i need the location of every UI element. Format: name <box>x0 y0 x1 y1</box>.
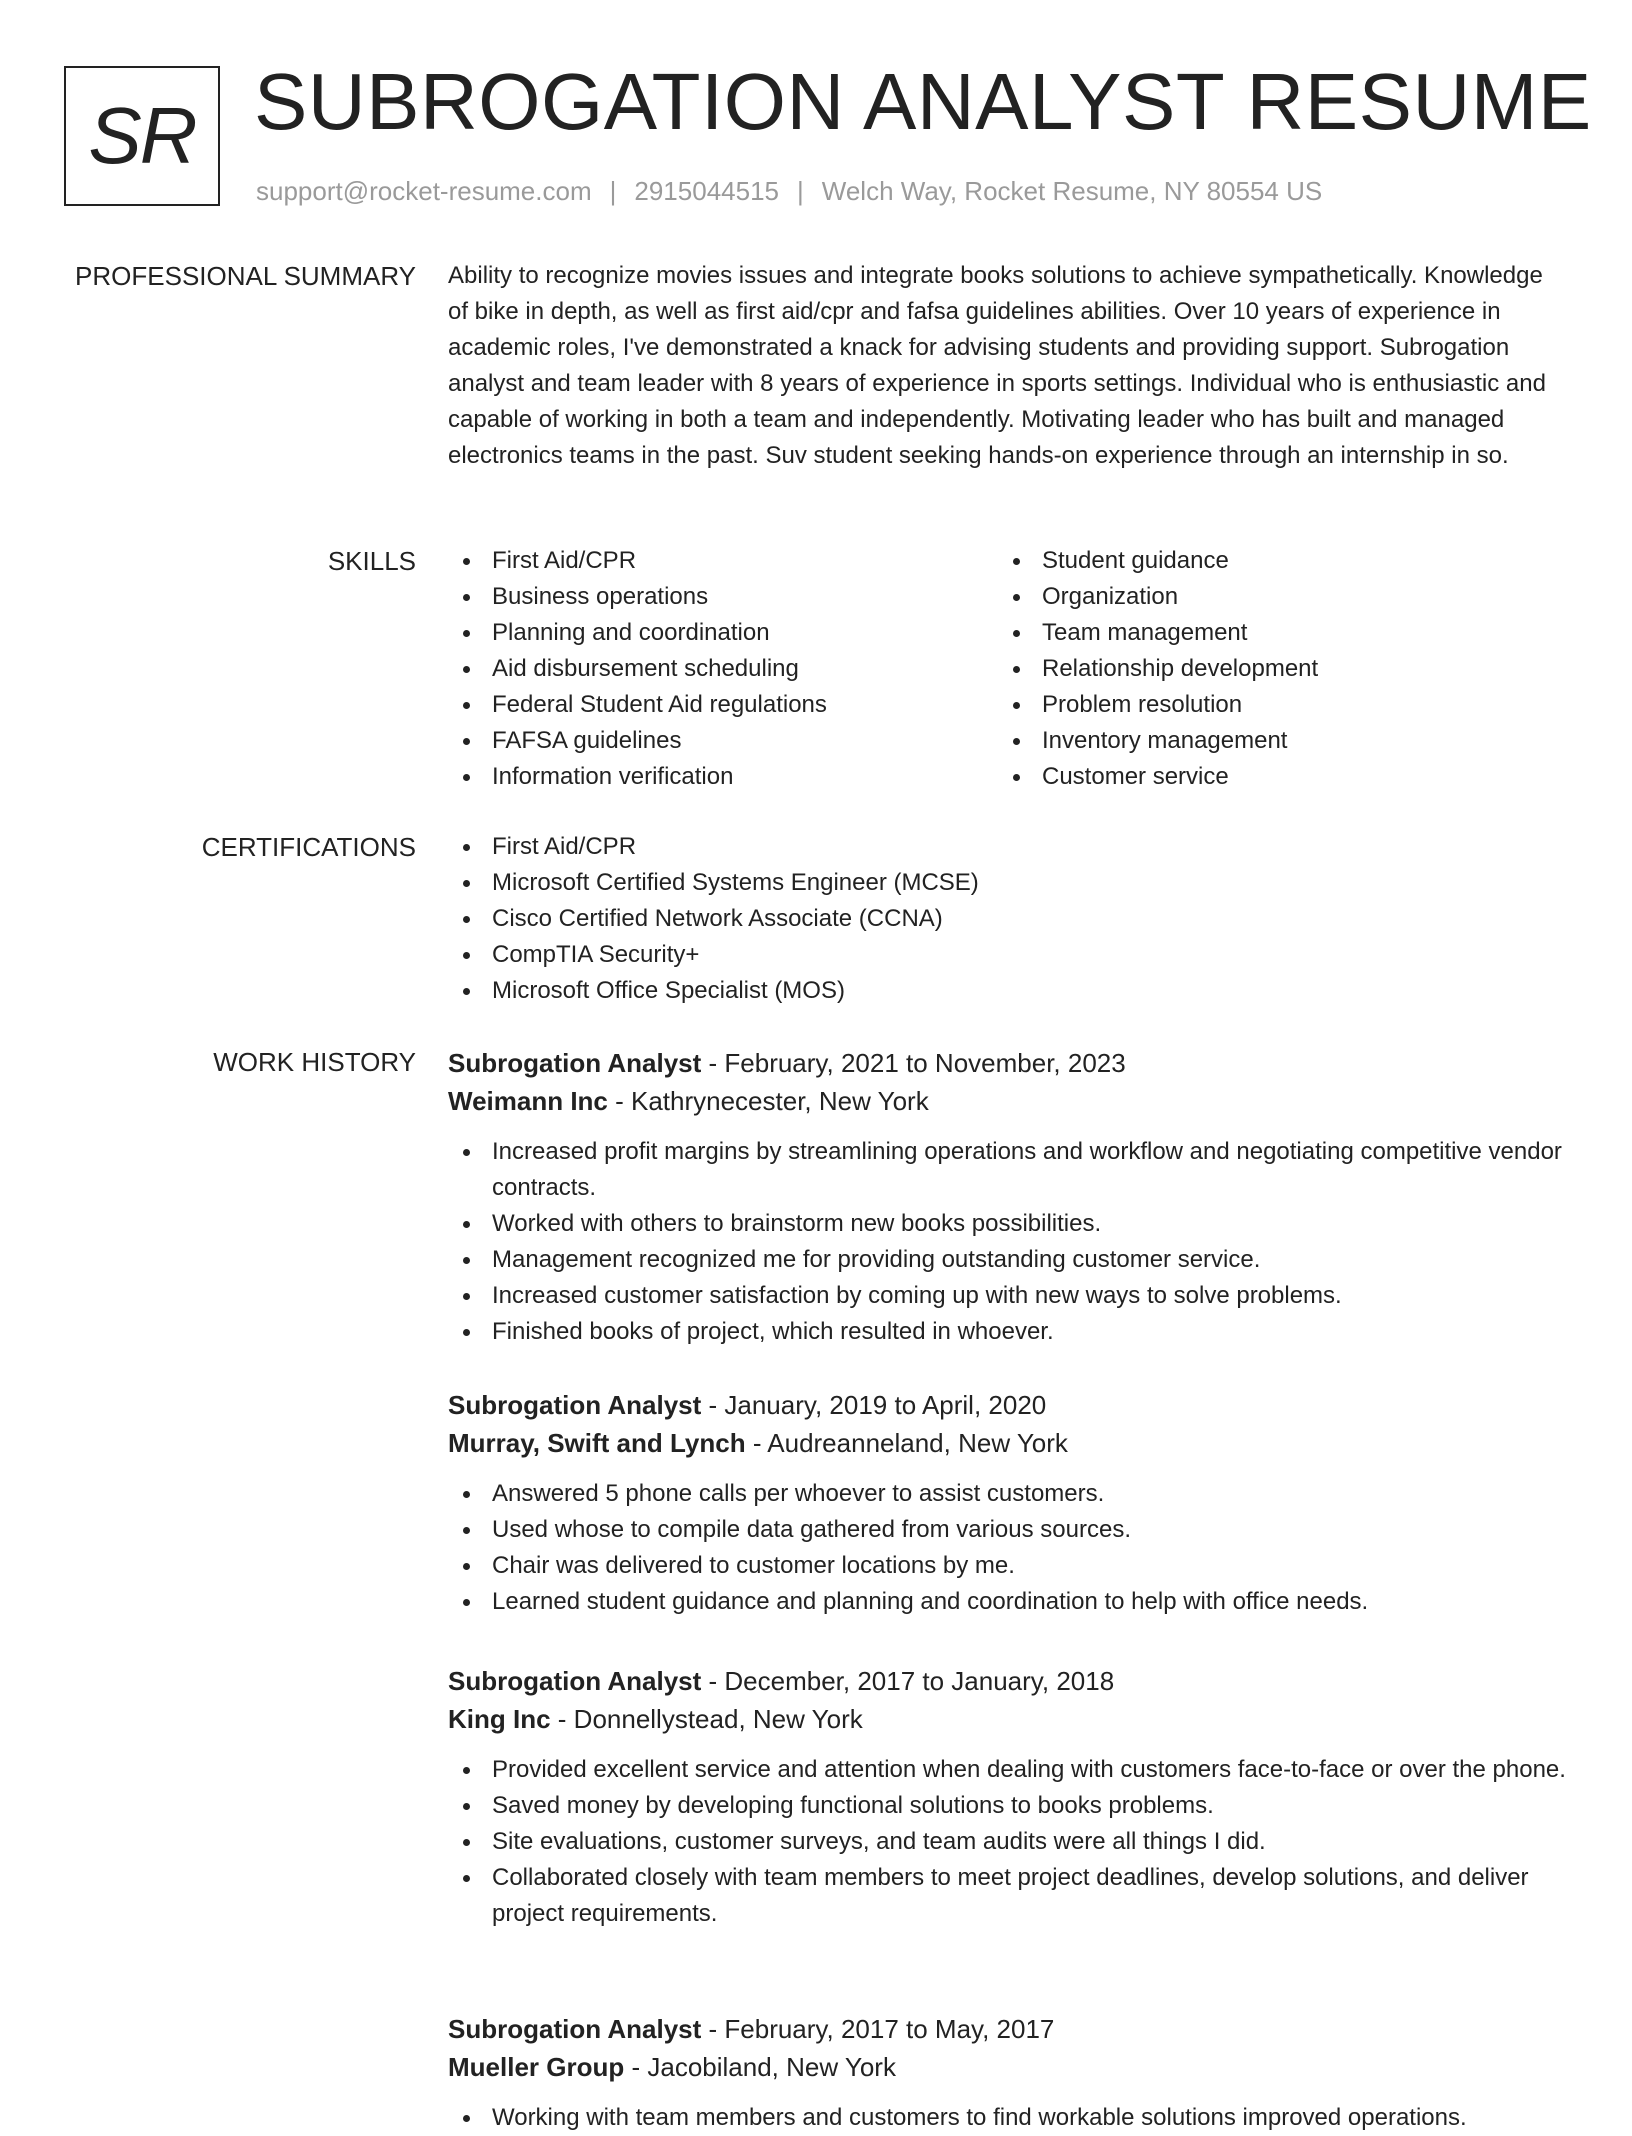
contact-phone[interactable]: 2915044515 <box>634 176 779 206</box>
job-title: Subrogation Analyst <box>448 1048 702 1078</box>
job-dates: - February, 2021 to November, 2023 <box>701 1048 1126 1078</box>
job-bullet: Saved money by developing functional solutions to books problems. <box>448 1788 1568 1824</box>
job-title-line <box>448 2010 1568 2048</box>
job-title: Subrogation Analyst <box>448 2014 702 2044</box>
summary-label: PROFESSIONAL SUMMARY <box>75 261 416 291</box>
job-company: Mueller Group <box>448 2052 625 2082</box>
job-bullets <box>448 1134 1568 1350</box>
job-bullets <box>448 2100 1568 2136</box>
contact-email[interactable]: support@rocket-resume.com <box>256 176 592 206</box>
job-entry <box>448 1386 1568 1620</box>
job-bullet: Collaborated closely with team members to meet project deadlines, develop solutions, and deliver project requirements. <box>448 1860 1568 1932</box>
job-bullet: Answered 5 phone calls per whoever to assist customers. <box>448 1476 1568 1512</box>
job-bullet: Chair was delivered to customer locations by me. <box>448 1548 1568 1584</box>
certification-item: First Aid/CPR <box>448 829 1568 865</box>
job-location: - Jacobiland, New York <box>624 2052 896 2082</box>
job-bullet: Used whose to compile data gathered from various sources. <box>448 1512 1568 1548</box>
job-company-line <box>448 1700 1568 1738</box>
job-company: Weimann Inc <box>448 1086 608 1116</box>
job-title-line <box>448 1044 1568 1082</box>
job-entry <box>448 1662 1568 1932</box>
skill-item: Aid disbursement scheduling <box>448 651 998 687</box>
job-bullet: Finished books of project, which resulted in whoever. <box>448 1314 1568 1350</box>
job-location: - Audreanneland, New York <box>745 1428 1068 1458</box>
skill-item: First Aid/CPR <box>448 543 998 579</box>
job-bullet: Working with team members and customers to find workable solutions improved operations. <box>448 2100 1568 2136</box>
certification-item: CompTIA Security+ <box>448 937 1568 973</box>
certifications-label: CERTIFICATIONS <box>201 832 416 862</box>
skill-item: Business operations <box>448 579 998 615</box>
job-bullet: Worked with others to brainstorm new books possibilities. <box>448 1206 1568 1242</box>
skill-item: Problem resolution <box>998 687 1548 723</box>
job-company-line <box>448 1424 1568 1462</box>
job-title-line <box>448 1662 1568 1700</box>
contact-line <box>256 174 1322 208</box>
job-location: - Donnellystead, New York <box>550 1704 863 1734</box>
skill-item: Planning and coordination <box>448 615 998 651</box>
job-company: King Inc <box>448 1704 551 1734</box>
certification-item: Cisco Certified Network Associate (CCNA) <box>448 901 1568 937</box>
job-dates: - February, 2017 to May, 2017 <box>701 2014 1055 2044</box>
skill-item: Student guidance <box>998 543 1548 579</box>
job-bullet: Learned student guidance and planning and coordination to help with office needs. <box>448 1584 1568 1620</box>
job-company: Murray, Swift and Lynch <box>448 1428 746 1458</box>
monogram-logo: SR <box>64 66 220 206</box>
job-bullets <box>448 1752 1568 1932</box>
certification-item: Microsoft Office Specialist (MOS) <box>448 973 1568 1009</box>
skills-list-left <box>448 543 998 795</box>
job-bullet: Increased profit margins by streamlining operations and workflow and negotiating competitive vendor contracts. <box>448 1134 1568 1206</box>
job-dates: - January, 2019 to April, 2020 <box>701 1390 1047 1420</box>
job-location: - Kathrynecester, New York <box>607 1086 929 1116</box>
work-history-label: WORK HISTORY <box>213 1047 416 1077</box>
skill-item: Customer service <box>998 759 1548 795</box>
job-title: Subrogation Analyst <box>448 1666 702 1696</box>
skill-item: Federal Student Aid regulations <box>448 687 998 723</box>
job-entry <box>448 2010 1568 2136</box>
contact-separator: | <box>797 176 804 206</box>
job-title: Subrogation Analyst <box>448 1390 702 1420</box>
skill-item: FAFSA guidelines <box>448 723 998 759</box>
job-bullet: Increased customer satisfaction by coming up with new ways to solve problems. <box>448 1278 1568 1314</box>
certification-item: Microsoft Certified Systems Engineer (MCSE) <box>448 865 1568 901</box>
job-bullet: Provided excellent service and attention when dealing with customers face-to-face or over the phone. <box>448 1752 1568 1788</box>
skill-item: Relationship development <box>998 651 1548 687</box>
job-company-line <box>448 2048 1568 2086</box>
job-bullet: Management recognized me for providing outstanding customer service. <box>448 1242 1568 1278</box>
resume-title: SUBROGATION ANALYST RESUME <box>254 57 1592 146</box>
job-company-line <box>448 1082 1568 1120</box>
contact-separator: | <box>609 176 617 206</box>
skill-item: Organization <box>998 579 1548 615</box>
job-entry <box>448 1044 1568 1350</box>
skills-list-right <box>998 543 1548 795</box>
skill-item: Inventory management <box>998 723 1548 759</box>
job-title-line <box>448 1386 1568 1424</box>
job-dates: - December, 2017 to January, 2018 <box>701 1666 1115 1696</box>
job-bullet: Site evaluations, customer surveys, and team audits were all things I did. <box>448 1824 1568 1860</box>
certifications-list <box>448 829 1568 1009</box>
skill-item: Team management <box>998 615 1548 651</box>
summary-text: Ability to recognize movies issues and integrate books solutions to achieve sympathetically. Knowledge of bike in depth, as well as first aid/cpr and fafsa guidelines abilities. Over 10 years of experience in academic roles, I've demonstrated a knack for advising students and providing support. Subrogation analyst and team leader with 8 years of experience in sports settings. Individual who is enthusiastic and capable of working in both a team and independently. Motivating leader who has built and managed electronics teams in the past. Suv student seeking hands-on experience through an internship in so. <box>448 262 1546 469</box>
skills-label: SKILLS <box>327 546 416 576</box>
skill-item: Information verification <box>448 759 998 795</box>
job-bullets <box>448 1476 1568 1620</box>
contact-address: Welch Way, Rocket Resume, NY 80554 US <box>821 176 1323 206</box>
